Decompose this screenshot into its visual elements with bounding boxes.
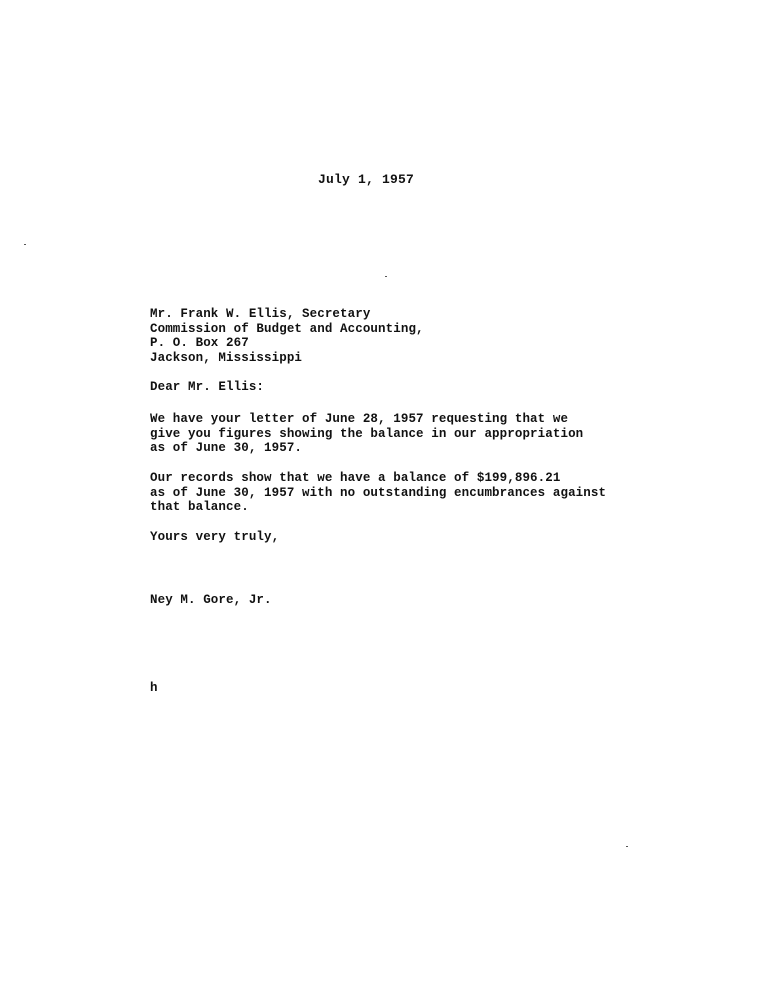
- address-line: Mr. Frank W. Ellis, Secretary: [150, 307, 371, 321]
- typist-initials: h: [150, 681, 158, 695]
- address-line: P. O. Box 267: [150, 336, 249, 351]
- paragraph-line: as of June 30, 1957.: [150, 441, 303, 456]
- paragraph-line: that balance.: [150, 500, 249, 515]
- complimentary-close: Yours very truly,: [150, 530, 280, 544]
- recipient-address: [150, 307, 424, 366]
- paragraph-line: We have your letter of June 28, 1957 requesting that we: [150, 412, 569, 426]
- body-paragraph-2: [150, 471, 606, 515]
- scan-speck: [626, 846, 628, 847]
- paragraph-line: as of June 30, 1957 with no outstanding encumbrances against: [150, 485, 607, 500]
- body-paragraph-1: [150, 412, 583, 456]
- paragraph-line: Our records show that we have a balance of $199,896.21: [150, 471, 561, 485]
- salutation: Dear Mr. Ellis:: [150, 380, 265, 394]
- scan-speck: [385, 276, 387, 277]
- paragraph-line: give you figures showing the balance in our appropriation: [150, 426, 584, 441]
- address-line: Jackson, Mississippi: [150, 351, 303, 366]
- scan-speck: [24, 244, 26, 245]
- signer-name: Ney M. Gore, Jr.: [150, 593, 272, 607]
- letter-date: July 1, 1957: [318, 172, 415, 187]
- address-line: Commission of Budget and Accounting,: [150, 321, 424, 336]
